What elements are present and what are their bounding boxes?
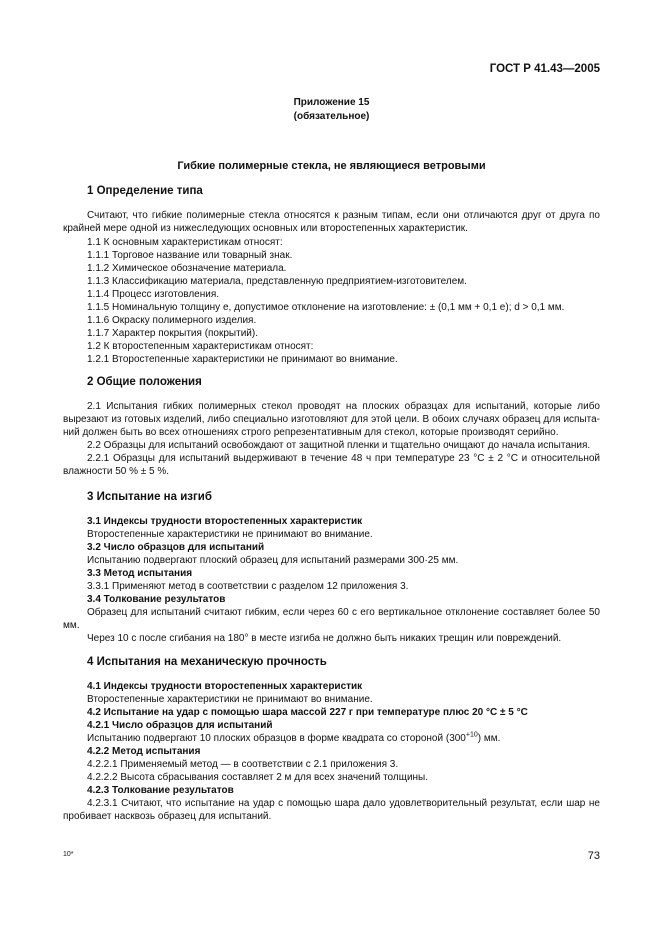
section-3-heading: 3 Испытание на изгиб bbox=[87, 491, 212, 503]
subheading-3-3: 3.3 Метод испытания bbox=[87, 568, 193, 579]
list-item: 1.1.3 Классификацию материала, представленную предприятием-изготовителем. bbox=[87, 276, 467, 287]
annex-status: (обязательное) bbox=[293, 111, 370, 122]
section-4-heading: 4 Испытания на механическую прочность bbox=[87, 656, 327, 668]
annex-title: Приложение 15 bbox=[293, 97, 370, 108]
paragraph-2-2-1: 2.2.1 Образцы для испытаний выдерживают в течение 48 ч при температуре 23 °С ± 2 °С и относительной влажности 50 % ± 5 %. bbox=[63, 453, 600, 477]
text-3-4-b: Через 10 с после сгибания на 180° в месте изгиба не должно быть никаких трещин или повреждений. bbox=[87, 633, 562, 644]
subheading-4-2-2: 4.2.2 Метод испытания bbox=[87, 746, 201, 757]
text-4-1: Второстепенные характеристики не принимают во внимание. bbox=[87, 694, 373, 705]
list-item: 1.1.1 Торговое название или товарный знак. bbox=[87, 250, 293, 261]
list-item: 1.1 К основным характеристикам относят: bbox=[87, 237, 283, 248]
section-1-intro: Считают, что гибкие полимерные стекла относятся к разным типам, если они отличаются друг от друга по крайней мере одной из нижеследующих основных или второстепенных характеристик. bbox=[63, 210, 600, 234]
text-4-2-1-main: Испытанию подвергают 10 плоских образцов в форме квадрата со стороной (300 bbox=[87, 733, 466, 744]
subheading-4-1: 4.1 Индексы трудности второстепенных характеристик bbox=[87, 681, 363, 692]
list-item: 1.1.6 Окраску полимерного изделия. bbox=[87, 315, 257, 326]
text-4-2-1 bbox=[63, 732, 600, 745]
subheading-4-2-1: 4.2.1 Число образцов для испытаний bbox=[87, 720, 273, 731]
section-1-heading: 1 Определение типа bbox=[87, 185, 203, 197]
subheading-3-2: 3.2 Число образцов для испытаний bbox=[87, 542, 265, 553]
text-3-1: Второстепенные характеристики не принимают во внимание. bbox=[87, 529, 373, 540]
paragraph-2-1: 2.1 Испытания гибких полимерных стекол проводят на плоских образцах для испытаний, которые либо вырезают из готовых изделий, либо специально изготовляют для этой цели. В обоих случаях образец для испытаний должен быть во всех отношениях строго репрезентативным для стекол, которые производят серийно. bbox=[63, 401, 600, 438]
standard-number: ГОСТ Р 41.43—2005 bbox=[489, 63, 600, 75]
text-4-2-2-2: 4.2.2.2 Высота сбрасывания составляет 2 м для всех значений толщины. bbox=[87, 772, 429, 783]
list-item: 1.2 К второстепенным характеристикам относят: bbox=[87, 341, 314, 352]
paragraph-2-2: 2.2 Образцы для испытаний освобождают от защитной пленки и тщательно очищают до начала испытания. bbox=[87, 440, 591, 451]
subheading-4-2: 4.2 Испытание на удар с помощью шара массой 227 г при температуре плюс 20 °С ± 5 °С bbox=[87, 707, 528, 718]
text-3-2: Испытанию подвергают плоский образец для испытаний размерами 300·25 мм. bbox=[87, 555, 459, 566]
subheading-3-1: 3.1 Индексы трудности второстепенных характеристик bbox=[87, 516, 363, 527]
subheading-3-4: 3.4 Толкование результатов bbox=[87, 594, 226, 605]
text-3-4-a: Образец для испытаний считают гибким, если через 60 с его вертикальное отклонение составляет более 50 мм. bbox=[63, 607, 600, 631]
document-title: Гибкие полимерные стекла, не являющиеся ветровыми bbox=[177, 160, 486, 172]
page-number: 73 bbox=[587, 850, 600, 862]
text-4-2-2-1: 4.2.2.1 Применяемый метод — в соответствии с 2.1 приложения 3. bbox=[87, 759, 399, 770]
list-item: 1.1.7 Характер покрытия (покрытий). bbox=[87, 328, 258, 339]
section-1-items bbox=[63, 236, 600, 366]
subheading-4-2-3: 4.2.3 Толкование результатов bbox=[87, 785, 234, 796]
footer-mark: 10* bbox=[63, 851, 74, 858]
tolerance-superscript: +10 bbox=[465, 731, 478, 739]
list-item: 1.2.1 Второстепенные характеристики не принимают во внимание. bbox=[87, 354, 398, 365]
text-3-3-1: 3.3.1 Применяют метод в соответствии с разделом 12 приложения 3. bbox=[87, 581, 409, 592]
text-4-2-3-1: 4.2.3.1 Считают, что испытание на удар с помощью шара дало удовлетворительный результат, если шар не пробивает насквозь образец для испытаний. bbox=[63, 798, 600, 822]
text-4-2-1-unit: ) мм. bbox=[477, 733, 501, 744]
section-2-heading: 2 Общие положения bbox=[87, 376, 202, 388]
list-item: 1.1.2 Химическое обозначение материала. bbox=[87, 263, 287, 274]
list-item: 1.1.4 Процесс изготовления. bbox=[87, 289, 220, 300]
list-item: 1.1.5 Номинальную толщину e, допустимое отклонение на изготовление: ± (0,1 мм + 0,1 e); d > 0,1 мм. bbox=[87, 302, 565, 313]
